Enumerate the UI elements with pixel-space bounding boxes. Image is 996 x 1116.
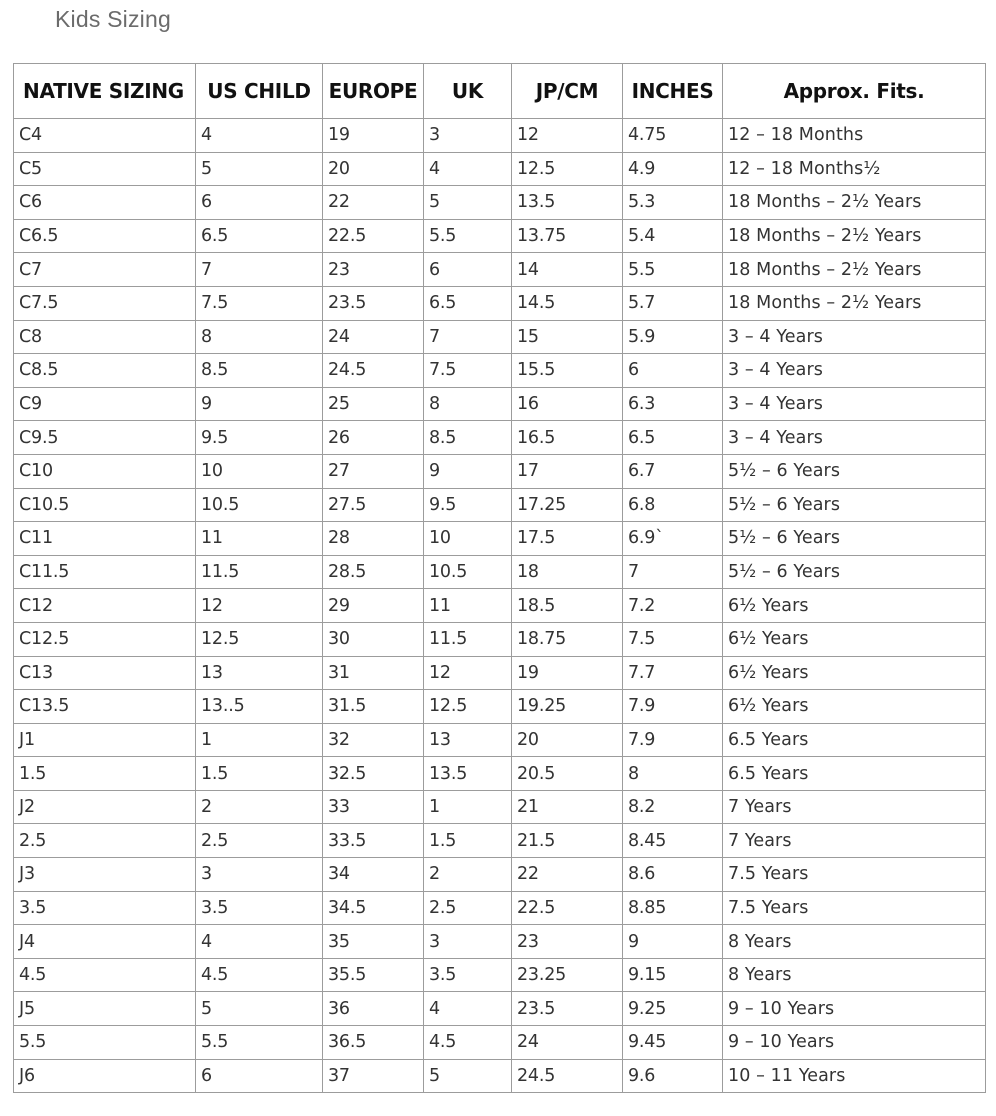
europe-cell: 31 (323, 656, 424, 690)
native-sizing-cell: J1 (14, 723, 196, 757)
approx-fits-cell: 10 – 11 Years (723, 1059, 986, 1093)
jp-cm-cell: 22 (512, 858, 623, 892)
europe-cell: 23.5 (323, 286, 424, 320)
approx-fits-cell: 6½ Years (723, 622, 986, 656)
approx-fits-cell: 6.5 Years (723, 723, 986, 757)
approx-fits-cell: 5½ – 6 Years (723, 522, 986, 556)
us-child-cell: 3.5 (196, 891, 323, 925)
approx-fits-cell: 8 Years (723, 958, 986, 992)
europe-cell: 25 (323, 387, 424, 421)
native-sizing-cell: C12 (14, 589, 196, 623)
inches-cell: 9.15 (623, 958, 723, 992)
approx-fits-cell: 18 Months – 2½ Years (723, 286, 986, 320)
table-row (14, 555, 986, 589)
native-sizing-cell: C10 (14, 454, 196, 488)
native-sizing-cell: 5.5 (14, 1026, 196, 1060)
page-title: Kids Sizing (55, 6, 171, 32)
table-row (14, 622, 986, 656)
uk-cell: 3 (424, 925, 512, 959)
inches-cell: 7 (623, 555, 723, 589)
uk-cell: 6.5 (424, 286, 512, 320)
jp-cm-cell: 23.5 (512, 992, 623, 1026)
europe-cell: 22.5 (323, 219, 424, 253)
jp-cm-cell: 24 (512, 1026, 623, 1060)
us-child-cell: 13 (196, 656, 323, 690)
inches-cell: 8 (623, 757, 723, 791)
jp-cm-cell: 16 (512, 387, 623, 421)
inches-cell: 6.3 (623, 387, 723, 421)
uk-cell: 4.5 (424, 1026, 512, 1060)
table-row (14, 286, 986, 320)
europe-cell: 19 (323, 119, 424, 153)
us-child-cell: 1 (196, 723, 323, 757)
inches-cell: 7.9 (623, 690, 723, 724)
us-child-cell: 6 (196, 186, 323, 220)
uk-cell: 5.5 (424, 219, 512, 253)
table-row (14, 354, 986, 388)
header-native-sizing: NATIVE SIZING (14, 64, 196, 119)
native-sizing-cell: J2 (14, 790, 196, 824)
table-row (14, 320, 986, 354)
us-child-cell: 5 (196, 152, 323, 186)
uk-cell: 6 (424, 253, 512, 287)
native-sizing-cell: 1.5 (14, 757, 196, 791)
table-row (14, 723, 986, 757)
inches-cell: 9.45 (623, 1026, 723, 1060)
europe-cell: 28 (323, 522, 424, 556)
europe-cell: 23 (323, 253, 424, 287)
table-row (14, 690, 986, 724)
approx-fits-cell: 5½ – 6 Years (723, 454, 986, 488)
us-child-cell: 4.5 (196, 958, 323, 992)
table-row (14, 992, 986, 1026)
native-sizing-cell: 4.5 (14, 958, 196, 992)
uk-cell: 12 (424, 656, 512, 690)
us-child-cell: 2.5 (196, 824, 323, 858)
us-child-cell: 9.5 (196, 421, 323, 455)
jp-cm-cell: 15.5 (512, 354, 623, 388)
jp-cm-cell: 13.5 (512, 186, 623, 220)
inches-cell: 7.7 (623, 656, 723, 690)
uk-cell: 9 (424, 454, 512, 488)
native-sizing-cell: C7.5 (14, 286, 196, 320)
uk-cell: 2 (424, 858, 512, 892)
us-child-cell: 4 (196, 925, 323, 959)
jp-cm-cell: 15 (512, 320, 623, 354)
table-body (14, 119, 986, 1093)
jp-cm-cell: 17.5 (512, 522, 623, 556)
header-us-child: US CHILD (196, 64, 323, 119)
europe-cell: 27 (323, 454, 424, 488)
us-child-cell: 8.5 (196, 354, 323, 388)
header-approx-fits: Approx. Fits. (723, 64, 986, 119)
us-child-cell: 3 (196, 858, 323, 892)
native-sizing-cell: 2.5 (14, 824, 196, 858)
inches-cell: 8.2 (623, 790, 723, 824)
uk-cell: 1 (424, 790, 512, 824)
approx-fits-cell: 3 – 4 Years (723, 354, 986, 388)
inches-cell: 9 (623, 925, 723, 959)
table-row (14, 1059, 986, 1093)
table-row (14, 454, 986, 488)
table-row (14, 219, 986, 253)
jp-cm-cell: 23.25 (512, 958, 623, 992)
table-row (14, 925, 986, 959)
table-row (14, 421, 986, 455)
us-child-cell: 7.5 (196, 286, 323, 320)
jp-cm-cell: 14 (512, 253, 623, 287)
jp-cm-cell: 17.25 (512, 488, 623, 522)
table-row (14, 757, 986, 791)
inches-cell: 8.6 (623, 858, 723, 892)
europe-cell: 31.5 (323, 690, 424, 724)
jp-cm-cell: 21 (512, 790, 623, 824)
us-child-cell: 5.5 (196, 1026, 323, 1060)
us-child-cell: 13..5 (196, 690, 323, 724)
uk-cell: 7 (424, 320, 512, 354)
jp-cm-cell: 21.5 (512, 824, 623, 858)
jp-cm-cell: 14.5 (512, 286, 623, 320)
uk-cell: 8.5 (424, 421, 512, 455)
jp-cm-cell: 13.75 (512, 219, 623, 253)
inches-cell: 8.85 (623, 891, 723, 925)
jp-cm-cell: 18.5 (512, 589, 623, 623)
table-row (14, 589, 986, 623)
inches-cell: 7.5 (623, 622, 723, 656)
approx-fits-cell: 7 Years (723, 790, 986, 824)
table-row (14, 387, 986, 421)
jp-cm-cell: 24.5 (512, 1059, 623, 1093)
europe-cell: 32 (323, 723, 424, 757)
native-sizing-cell: C11 (14, 522, 196, 556)
europe-cell: 37 (323, 1059, 424, 1093)
europe-cell: 32.5 (323, 757, 424, 791)
us-child-cell: 9 (196, 387, 323, 421)
uk-cell: 13 (424, 723, 512, 757)
table-row (14, 1026, 986, 1060)
uk-cell: 5 (424, 1059, 512, 1093)
native-sizing-cell: C10.5 (14, 488, 196, 522)
native-sizing-cell: C8.5 (14, 354, 196, 388)
jp-cm-cell: 18.75 (512, 622, 623, 656)
approx-fits-cell: 7 Years (723, 824, 986, 858)
approx-fits-cell: 7.5 Years (723, 858, 986, 892)
jp-cm-cell: 22.5 (512, 891, 623, 925)
europe-cell: 24.5 (323, 354, 424, 388)
uk-cell: 10 (424, 522, 512, 556)
us-child-cell: 8 (196, 320, 323, 354)
europe-cell: 29 (323, 589, 424, 623)
inches-cell: 7.2 (623, 589, 723, 623)
approx-fits-cell: 12 – 18 Months½ (723, 152, 986, 186)
inches-cell: 6.5 (623, 421, 723, 455)
native-sizing-cell: C13 (14, 656, 196, 690)
table-row (14, 958, 986, 992)
uk-cell: 3.5 (424, 958, 512, 992)
us-child-cell: 2 (196, 790, 323, 824)
inches-cell: 5.5 (623, 253, 723, 287)
inches-cell: 6.7 (623, 454, 723, 488)
uk-cell: 11 (424, 589, 512, 623)
kids-sizing-table (13, 63, 986, 1093)
approx-fits-cell: 8 Years (723, 925, 986, 959)
table-row (14, 790, 986, 824)
header-inches: INCHES (623, 64, 723, 119)
native-sizing-cell: C6.5 (14, 219, 196, 253)
us-child-cell: 10.5 (196, 488, 323, 522)
uk-cell: 9.5 (424, 488, 512, 522)
approx-fits-cell: 12 – 18 Months (723, 119, 986, 153)
inches-cell: 6.8 (623, 488, 723, 522)
europe-cell: 33 (323, 790, 424, 824)
uk-cell: 1.5 (424, 824, 512, 858)
us-child-cell: 5 (196, 992, 323, 1026)
europe-cell: 28.5 (323, 555, 424, 589)
europe-cell: 34 (323, 858, 424, 892)
approx-fits-cell: 3 – 4 Years (723, 421, 986, 455)
table-row (14, 119, 986, 153)
europe-cell: 35 (323, 925, 424, 959)
table-row (14, 891, 986, 925)
uk-cell: 3 (424, 119, 512, 153)
native-sizing-cell: C6 (14, 186, 196, 220)
uk-cell: 5 (424, 186, 512, 220)
us-child-cell: 4 (196, 119, 323, 153)
us-child-cell: 10 (196, 454, 323, 488)
approx-fits-cell: 9 – 10 Years (723, 1026, 986, 1060)
us-child-cell: 1.5 (196, 757, 323, 791)
inches-cell: 4.75 (623, 119, 723, 153)
jp-cm-cell: 20 (512, 723, 623, 757)
us-child-cell: 7 (196, 253, 323, 287)
uk-cell: 4 (424, 992, 512, 1026)
europe-cell: 34.5 (323, 891, 424, 925)
native-sizing-cell: J4 (14, 925, 196, 959)
uk-cell: 4 (424, 152, 512, 186)
inches-cell: 8.45 (623, 824, 723, 858)
approx-fits-cell: 6½ Years (723, 690, 986, 724)
uk-cell: 13.5 (424, 757, 512, 791)
europe-cell: 30 (323, 622, 424, 656)
europe-cell: 36 (323, 992, 424, 1026)
europe-cell: 20 (323, 152, 424, 186)
inches-cell: 4.9 (623, 152, 723, 186)
approx-fits-cell: 3 – 4 Years (723, 320, 986, 354)
table-row (14, 522, 986, 556)
europe-cell: 27.5 (323, 488, 424, 522)
native-sizing-cell: 3.5 (14, 891, 196, 925)
native-sizing-cell: C8 (14, 320, 196, 354)
approx-fits-cell: 18 Months – 2½ Years (723, 186, 986, 220)
uk-cell: 7.5 (424, 354, 512, 388)
native-sizing-cell: C11.5 (14, 555, 196, 589)
europe-cell: 26 (323, 421, 424, 455)
inches-cell: 7.9 (623, 723, 723, 757)
native-sizing-cell: C13.5 (14, 690, 196, 724)
native-sizing-cell: C4 (14, 119, 196, 153)
header-europe: EUROPE (323, 64, 424, 119)
us-child-cell: 6.5 (196, 219, 323, 253)
jp-cm-cell: 20.5 (512, 757, 623, 791)
europe-cell: 36.5 (323, 1026, 424, 1060)
jp-cm-cell: 23 (512, 925, 623, 959)
native-sizing-cell: C7 (14, 253, 196, 287)
native-sizing-cell: J5 (14, 992, 196, 1026)
inches-cell: 5.3 (623, 186, 723, 220)
europe-cell: 33.5 (323, 824, 424, 858)
approx-fits-cell: 18 Months – 2½ Years (723, 219, 986, 253)
jp-cm-cell: 16.5 (512, 421, 623, 455)
approx-fits-cell: 6.5 Years (723, 757, 986, 791)
inches-cell: 9.6 (623, 1059, 723, 1093)
us-child-cell: 11 (196, 522, 323, 556)
jp-cm-cell: 19.25 (512, 690, 623, 724)
uk-cell: 8 (424, 387, 512, 421)
native-sizing-cell: J6 (14, 1059, 196, 1093)
europe-cell: 35.5 (323, 958, 424, 992)
approx-fits-cell: 3 – 4 Years (723, 387, 986, 421)
inches-cell: 6 (623, 354, 723, 388)
jp-cm-cell: 12.5 (512, 152, 623, 186)
table-header-row (14, 64, 986, 119)
header-uk: UK (424, 64, 512, 119)
approx-fits-cell: 7.5 Years (723, 891, 986, 925)
table-row (14, 253, 986, 287)
table-row (14, 858, 986, 892)
us-child-cell: 12 (196, 589, 323, 623)
jp-cm-cell: 18 (512, 555, 623, 589)
inches-cell: 9.25 (623, 992, 723, 1026)
header-jp-cm: JP/CM (512, 64, 623, 119)
native-sizing-cell: C9.5 (14, 421, 196, 455)
approx-fits-cell: 5½ – 6 Years (723, 555, 986, 589)
europe-cell: 24 (323, 320, 424, 354)
uk-cell: 11.5 (424, 622, 512, 656)
inches-cell: 6.9` (623, 522, 723, 556)
approx-fits-cell: 9 – 10 Years (723, 992, 986, 1026)
approx-fits-cell: 6½ Years (723, 656, 986, 690)
table-row (14, 488, 986, 522)
native-sizing-cell: C9 (14, 387, 196, 421)
uk-cell: 2.5 (424, 891, 512, 925)
europe-cell: 22 (323, 186, 424, 220)
inches-cell: 5.4 (623, 219, 723, 253)
jp-cm-cell: 19 (512, 656, 623, 690)
table-row (14, 656, 986, 690)
inches-cell: 5.9 (623, 320, 723, 354)
us-child-cell: 6 (196, 1059, 323, 1093)
us-child-cell: 11.5 (196, 555, 323, 589)
native-sizing-cell: C5 (14, 152, 196, 186)
native-sizing-cell: J3 (14, 858, 196, 892)
inches-cell: 5.7 (623, 286, 723, 320)
native-sizing-cell: C12.5 (14, 622, 196, 656)
table-row (14, 186, 986, 220)
jp-cm-cell: 12 (512, 119, 623, 153)
uk-cell: 12.5 (424, 690, 512, 724)
approx-fits-cell: 6½ Years (723, 589, 986, 623)
uk-cell: 10.5 (424, 555, 512, 589)
table-row (14, 824, 986, 858)
us-child-cell: 12.5 (196, 622, 323, 656)
approx-fits-cell: 5½ – 6 Years (723, 488, 986, 522)
approx-fits-cell: 18 Months – 2½ Years (723, 253, 986, 287)
jp-cm-cell: 17 (512, 454, 623, 488)
table-row (14, 152, 986, 186)
